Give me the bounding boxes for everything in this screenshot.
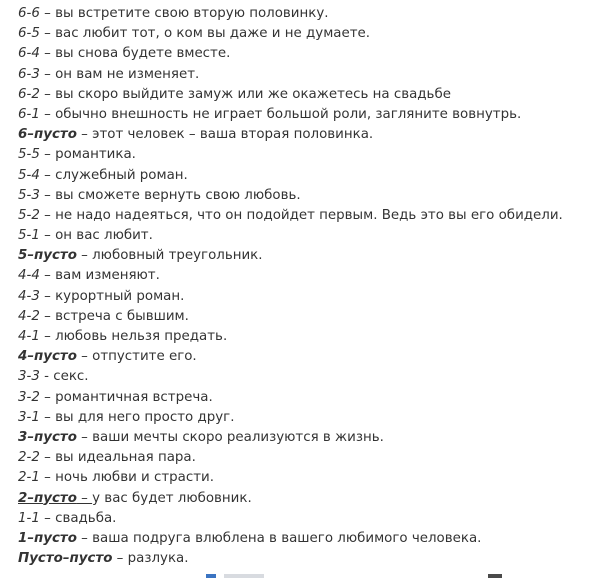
domino-code: 5-3 <box>18 187 40 203</box>
domino-code: 4-3 <box>18 288 40 304</box>
list-item <box>18 388 563 408</box>
list-item <box>18 327 563 347</box>
meaning-text: обычно внешность не играет большой роли, загляните вовнутрь. <box>55 106 522 122</box>
meaning-text: служебный роман. <box>55 167 188 183</box>
meaning-text: вас любит тот, о ком вы даже и не думаете. <box>55 26 371 42</box>
cropped-footer-strip <box>0 574 600 578</box>
meaning-text: разлука. <box>127 551 189 567</box>
dash: – <box>39 147 56 163</box>
dash: – <box>76 530 93 546</box>
domino-code: 3-1 <box>18 409 40 425</box>
meaning-text: не надо надеяться, что он подойдет первым. Ведь это вы его обидели. <box>55 207 563 223</box>
meaning-text: вы встретите свою вторую половинку. <box>55 6 329 21</box>
list-item <box>18 287 563 307</box>
dash: – <box>76 248 93 264</box>
domino-code: 3-2 <box>18 389 40 405</box>
list-item <box>18 65 563 85</box>
list-item <box>18 44 563 64</box>
cropped-bar-fragment <box>224 574 264 578</box>
domino-code: 4–пусто <box>18 349 77 365</box>
domino-code: 3-3 <box>18 369 40 385</box>
domino-code: 4-1 <box>18 329 40 344</box>
list-item <box>18 549 563 569</box>
meaning-text: он вас любит. <box>55 228 153 244</box>
list-item <box>18 509 563 529</box>
list-item <box>18 529 563 549</box>
meaning-text: романтичная встреча. <box>55 389 213 405</box>
dash: – <box>39 66 56 82</box>
meaning-text: вы для него просто друг. <box>55 409 235 425</box>
meaning-text: романтика. <box>55 147 136 163</box>
dash: – <box>39 268 56 284</box>
meaning-text: встреча с бывшим. <box>55 308 189 324</box>
list-item <box>18 105 563 125</box>
domino-code: 1–пусто <box>18 530 77 546</box>
list-item <box>18 408 563 428</box>
dash: – <box>112 551 128 567</box>
dash: – <box>39 228 56 244</box>
domino-code: 6-4 <box>18 46 40 62</box>
list-item <box>18 226 563 246</box>
cropped-icon-fragment <box>206 574 216 578</box>
domino-code: 1-1 <box>18 510 40 526</box>
meaning-text: курортный роман. <box>55 288 185 304</box>
domino-code: 6–пусто <box>18 127 77 143</box>
domino-code: 2–пусто <box>18 490 77 506</box>
meaning-text: вы идеальная пара. <box>55 450 196 466</box>
list-item <box>18 448 563 468</box>
dash: – <box>39 86 56 102</box>
list-item <box>18 206 563 226</box>
list-item <box>18 166 563 186</box>
meaning-text: он вам не изменяет. <box>55 66 200 82</box>
meaning-text: ночь любви и страсти. <box>55 470 214 486</box>
domino-code: Пусто–пусто <box>18 551 113 567</box>
domino-code: 6-1 <box>18 106 40 122</box>
meaning-text: секс. <box>53 369 89 385</box>
domino-code: 5-5 <box>18 147 40 163</box>
list-item <box>18 24 563 44</box>
dash: – <box>39 288 56 304</box>
dash: – <box>39 409 56 425</box>
meaning-text: ваши мечты скоро реализуются в жизнь. <box>92 429 384 445</box>
list-item <box>18 145 563 165</box>
dash: – <box>39 308 56 324</box>
dash: – <box>76 349 93 365</box>
dash: - <box>39 369 54 385</box>
meaning-text: вы снова будете вместе. <box>55 46 231 62</box>
dash: – <box>39 450 56 466</box>
dash: – <box>39 329 56 344</box>
domino-code: 5–пусто <box>18 248 77 264</box>
list-item <box>18 367 563 387</box>
dash: – <box>39 46 56 62</box>
domino-code: 6-2 <box>18 86 40 102</box>
dash: – <box>39 510 56 526</box>
domino-code: 5-1 <box>18 228 40 244</box>
meaning-text: любовный треугольник. <box>92 248 263 264</box>
meaning-text: отпустите его. <box>92 349 197 365</box>
dash: – <box>39 207 56 223</box>
dash: – <box>39 167 56 183</box>
list-item <box>18 246 563 266</box>
domino-code: 3–пусто <box>18 429 77 445</box>
domino-meanings-list <box>18 4 563 569</box>
domino-code: 5-2 <box>18 207 40 223</box>
list-item <box>18 489 563 509</box>
meaning-text: свадьба. <box>55 510 117 526</box>
meaning-text: вам изменяют. <box>55 268 160 284</box>
domino-code: 5-4 <box>18 167 40 183</box>
list-item <box>18 85 563 105</box>
dash: – <box>39 106 56 122</box>
meaning-text: этот человек – ваша вторая половинка. <box>92 127 374 143</box>
domino-code: 2-1 <box>18 470 40 486</box>
meaning-text: любовь нельзя предать. <box>55 329 228 344</box>
list-item <box>18 307 563 327</box>
dash: – <box>39 26 56 42</box>
list-item <box>18 347 563 367</box>
list-item <box>18 266 563 286</box>
dash: – <box>39 470 56 486</box>
dash: – <box>39 389 56 405</box>
meaning-text: вы сможете вернуть свою любовь. <box>55 187 301 203</box>
list-item <box>18 4 563 24</box>
meaning-text: вы скоро выйдите замуж или же окажетесь на свадьбе <box>55 86 451 102</box>
dash: – <box>39 187 56 203</box>
domino-code: 4-2 <box>18 308 40 324</box>
dash: – <box>76 429 93 445</box>
meaning-text: ваша подруга влюблена в вашего любимого человека. <box>92 530 482 546</box>
domino-code: 6-6 <box>18 6 40 21</box>
dash: – <box>76 127 93 143</box>
list-item <box>18 428 563 448</box>
dash: – <box>39 6 56 21</box>
meaning-text: у вас будет любовник. <box>92 490 252 506</box>
domino-code: 6-5 <box>18 26 40 42</box>
dash: – <box>76 490 93 506</box>
cropped-icon-fragment <box>488 574 502 578</box>
list-item <box>18 125 563 145</box>
list-item <box>18 468 563 488</box>
domino-code: 2-2 <box>18 450 40 466</box>
domino-code: 6-3 <box>18 66 40 82</box>
domino-code: 4-4 <box>18 268 40 284</box>
list-item <box>18 186 563 206</box>
